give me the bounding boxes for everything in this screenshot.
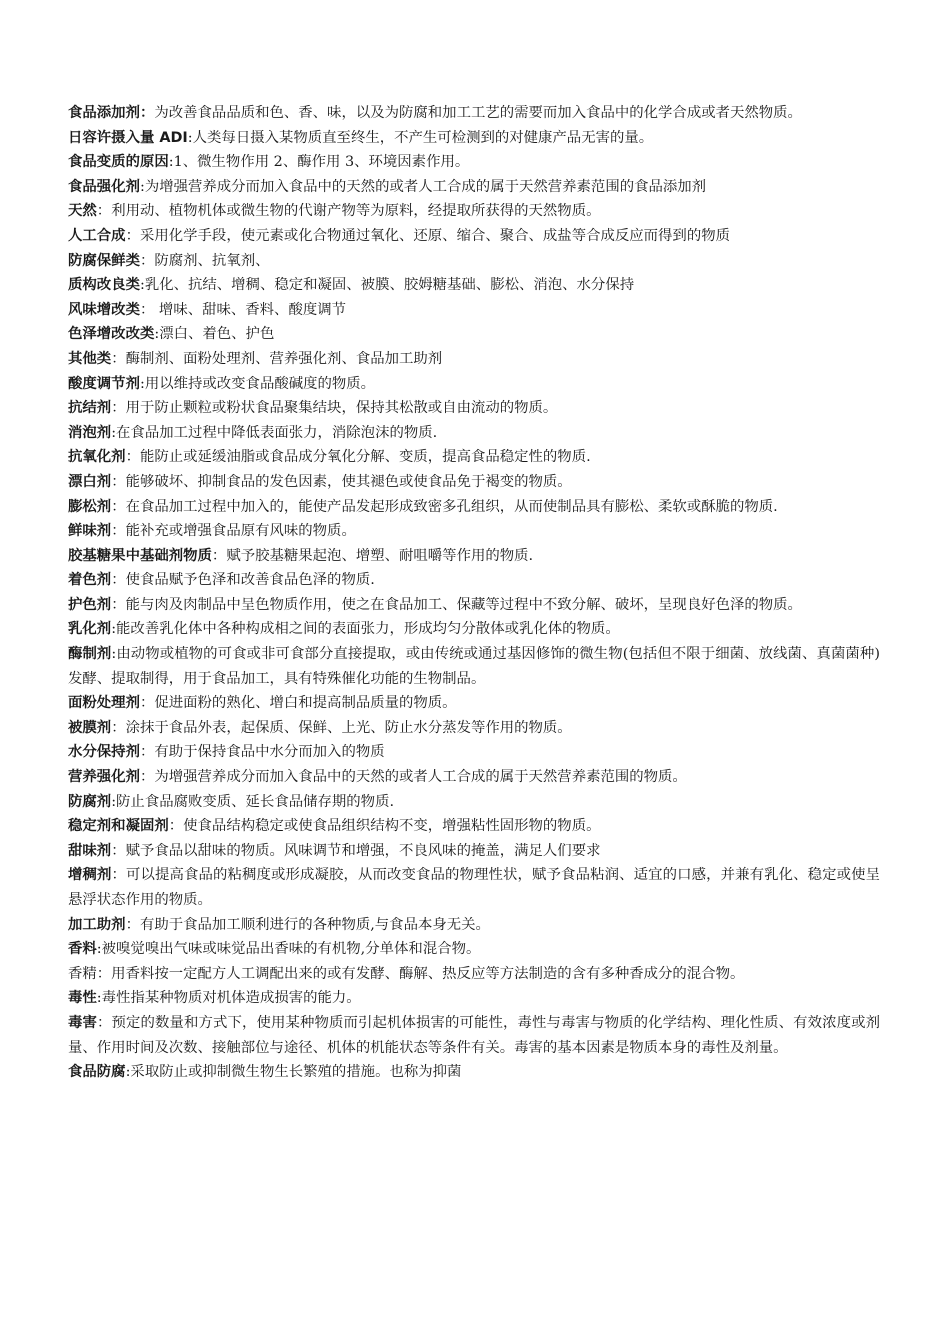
glossary-definition: ：为增强营养成分而加入食品中的天然的或者人工合成的属于天然营养素范围的物质。	[139, 769, 687, 786]
glossary-entry	[68, 470, 880, 495]
glossary-entry	[68, 814, 880, 839]
glossary-entry	[68, 421, 880, 446]
glossary-definition: ：赋予胶基糖果起泡、增塑、耐咀嚼等作用的物质.	[211, 547, 534, 564]
glossary-entry	[68, 150, 880, 175]
glossary-definition: ： 增味、甜味、香料、酸度调节	[139, 301, 347, 318]
glossary-term: 增稠剂	[68, 867, 112, 884]
glossary-term: 酶制剂	[68, 646, 112, 663]
glossary-term: 毒性	[68, 990, 97, 1007]
glossary-term: 被膜剂	[68, 719, 112, 736]
glossary-term: 稳定剂和凝固剂	[68, 818, 169, 835]
glossary-term: 面粉处理剂	[68, 695, 140, 712]
glossary-entry	[68, 691, 880, 716]
glossary-term: 日容许摄入量 ADI	[68, 129, 188, 146]
glossary-entry	[68, 617, 880, 642]
glossary-entry	[68, 544, 880, 569]
glossary-term: 香料	[68, 941, 97, 958]
glossary-term: 抗结剂	[68, 400, 112, 417]
glossary-definition: ：能够破坏、抑制食品的发色因素，使其褪色或使食品免于褐变的物质。	[111, 473, 572, 490]
glossary-definition: ：利用动、植物机体或微生物的代谢产物等为原料，经提取所获得的天然物质。	[96, 203, 601, 220]
glossary-term: 天然	[68, 203, 97, 220]
glossary-entry	[68, 716, 880, 741]
glossary-definition: :用以维持或改变食品酸碱度的物质。	[139, 375, 376, 392]
glossary-term: 甜味剂	[68, 842, 112, 859]
glossary-definition: ：酶制剂、面粉处理剂、营养强化剂、食品加工助剂	[111, 350, 443, 367]
glossary-definition: ：采用化学手段，使元素或化合物通过氧化、还原、缩合、聚合、成盐等合成反应而得到的物质	[125, 227, 730, 244]
glossary-entry	[68, 126, 880, 151]
glossary-entry	[68, 740, 880, 765]
glossary-definition: :采取防止或抑制微生物生长繁殖的措施。也称为抑菌	[125, 1064, 462, 1081]
glossary-entry	[68, 863, 880, 912]
glossary-definition: :人类每日摄入某物质直至终生，不产生可检测到的对健康产品无害的量。	[187, 129, 654, 146]
glossary-definition: ：使食品赋予色泽和改善食品色泽的物质.	[111, 572, 375, 589]
glossary-term: 漂白剂	[68, 473, 112, 490]
glossary-entry	[68, 396, 880, 421]
glossary-term: 消泡剂	[68, 424, 112, 441]
glossary-entry	[68, 593, 880, 618]
glossary-entry	[68, 347, 880, 372]
document-page	[68, 101, 880, 1085]
glossary-term: 护色剂	[68, 596, 112, 613]
glossary-entry	[68, 249, 880, 274]
glossary-term: 营养强化剂	[68, 769, 140, 786]
glossary-term: 水分保持剂	[68, 744, 140, 761]
glossary-definition: :为增强营养成分而加入食品中的天然的或者人工合成的属于天然营养素范围的食品添加剂	[139, 178, 707, 195]
glossary-definition: ：有助于保持食品中水分而加入的物质	[139, 744, 385, 761]
glossary-entry	[68, 913, 880, 938]
glossary-definition: 为改善食品品质和色、香、味，以及为防腐和加工工艺的需要而加入食品中的化学合成或者天然物质。	[154, 105, 802, 121]
glossary-term: 乳化剂	[68, 621, 112, 638]
glossary-entry	[68, 372, 880, 397]
glossary-definition: :防止食品腐败变质、延长食品储存期的物质.	[111, 793, 395, 810]
glossary-term: 鲜味剂	[68, 523, 112, 540]
glossary-entry	[68, 495, 880, 520]
glossary-term: 防腐保鲜类	[68, 252, 140, 269]
glossary-entry	[68, 322, 880, 347]
glossary-term: 食品变质的原因	[68, 154, 169, 171]
glossary-definition: :乳化、抗结、增稠、稳定和凝固、被膜、胶姆糖基础、膨松、消泡、水分保持	[139, 277, 635, 294]
glossary-entry	[68, 298, 880, 323]
glossary-entry	[68, 175, 880, 200]
glossary-term: 人工合成	[68, 227, 126, 244]
glossary-definition: ：有助于食品加工顺利进行的各种物质,与食品本身无关。	[125, 916, 490, 933]
glossary-term: 膨松剂	[68, 498, 112, 515]
glossary-term: 加工助剂	[68, 916, 126, 933]
glossary-entry	[68, 937, 880, 962]
glossary-definition: :在食品加工过程中降低表面张力，消除泡沫的物质.	[111, 424, 438, 441]
glossary-definition: :1、微生物作用 2、酶作用 3、环境因素作用。	[168, 154, 470, 171]
glossary-definition: ：赋予食品以甜味的物质。风味调节和增强，不良风味的掩盖，满足人们要求	[111, 842, 601, 859]
glossary-entry	[68, 765, 880, 790]
glossary-definition: ：预定的数量和方式下，使用某种物质而引起机体损害的可能性，毒性与毒害与物质的化学结构、理化性质、有效浓度或剂量、作用时间及次数、接触部位与途径、机体的机能状态等条件有关。毒害的基本因素是物质本身的毒性及剂量。	[68, 1014, 880, 1056]
glossary-definition: :被嗅觉嗅出气味或味觉品出香味的有机物,分单体和混合物。	[96, 941, 481, 958]
glossary-entry	[68, 273, 880, 298]
glossary-definition: :漂白、着色、护色	[154, 326, 275, 343]
glossary-entry	[68, 519, 880, 544]
glossary-entry	[68, 1060, 880, 1085]
glossary-definition: :能改善乳化体中各种构成相之间的表面张力，形成均匀分散体或乳化体的物质。	[111, 621, 620, 638]
glossary-definition: :毒性指某种物质对机体造成损害的能力。	[96, 990, 361, 1007]
glossary-term: 食品强化剂	[68, 178, 140, 195]
glossary-term: 风味增改类	[68, 301, 140, 318]
glossary-entry	[68, 568, 880, 593]
glossary-definition: ：涂抹于食品外表，起保质、保鲜、上光、防止水分蒸发等作用的物质。	[111, 719, 572, 736]
glossary-entry	[68, 445, 880, 470]
glossary-term: 胶基糖果中基础剂物质	[68, 547, 212, 564]
glossary-entry	[68, 101, 880, 126]
glossary-definition: ：能防止或延缓油脂或食品成分氧化分解、变质，提高食品稳定性的物质.	[125, 449, 591, 466]
glossary-term: 质构改良类	[68, 277, 140, 294]
glossary-entry	[68, 839, 880, 864]
glossary-entry	[68, 986, 880, 1011]
glossary-term: 食品添加剂：	[68, 105, 155, 121]
glossary-definition: ：可以提高食品的粘稠度或形成凝胶，从而改变食品的物理性状，赋予食品粘润、适宜的口感，并兼有乳化、稳定或使呈悬浮状态作用的物质。	[68, 867, 880, 908]
glossary-term: 毒害	[68, 1014, 98, 1031]
glossary-definition: ：能与肉及肉制品中呈色物质作用，使之在食品加工、保藏等过程中不致分解、破坏，呈现良好色泽的物质。	[111, 596, 802, 613]
glossary-definition: 香精：用香料按一定配方人工调配出来的或有发酵、酶解、热反应等方法制造的含有多种香成分的混合物。	[68, 965, 745, 982]
glossary-term: 防腐剂	[68, 793, 112, 810]
glossary-entry	[68, 790, 880, 815]
glossary-definition: ：用于防止颗粒或粉状食品聚集结块，保持其松散或自由流动的物质。	[111, 400, 558, 417]
glossary-entry	[68, 642, 880, 691]
glossary-entry	[68, 1011, 880, 1060]
glossary-definition: ：促进面粉的熟化、增白和提高制品质量的物质。	[139, 695, 457, 712]
glossary-term: 其他类	[68, 350, 112, 367]
glossary-definition: ：在食品加工过程中加入的，能使产品发起形成致密多孔组织，从而使制品具有膨松、柔软或酥脆的物质.	[111, 498, 778, 515]
glossary-term: 着色剂	[68, 572, 112, 589]
glossary-term: 酸度调节剂	[68, 375, 140, 392]
glossary-term: 色泽增改改类	[68, 326, 155, 343]
glossary-definition: ：防腐剂、抗氧剂、	[139, 252, 270, 269]
glossary-term: 抗氧化剂	[68, 449, 126, 466]
glossary-entry	[68, 962, 880, 987]
glossary-term: 食品防腐	[68, 1064, 126, 1081]
glossary-definition: ：能补充或增强食品原有风味的物质。	[111, 523, 356, 540]
glossary-entry	[68, 224, 880, 249]
glossary-definition: :由动物或植物的可食或非可食部分直接提取，或由传统或通过基因修饰的微生物(包括但不限于细菌、放线菌、真菌菌种)发酵、提取制得，用于食品加工，具有特殊催化功能的生物制品。	[68, 646, 880, 687]
glossary-definition: ：使食品结构稳定或使食品组织结构不变，增强粘性固形物的物质。	[168, 818, 601, 835]
glossary-entry	[68, 199, 880, 224]
